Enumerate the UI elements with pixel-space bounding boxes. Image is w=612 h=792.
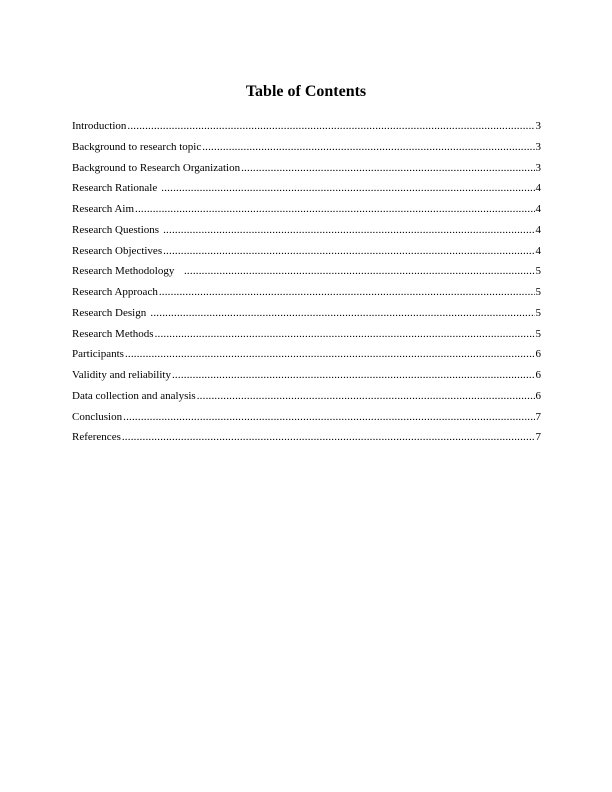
dot-leader <box>135 199 534 220</box>
dot-leader <box>163 241 534 262</box>
toc-entry-research-design[interactable] <box>72 303 541 324</box>
dot-leader <box>155 324 535 345</box>
toc-page-number: 3 <box>535 140 541 153</box>
toc-entry-label: Background to Research Organization <box>72 161 241 174</box>
toc-entry-label: Research Rationale <box>72 182 158 195</box>
toc-page-number: 3 <box>535 120 541 132</box>
dot-leader <box>127 116 534 137</box>
toc-entry-label: Research Design <box>72 306 147 319</box>
toc-entry-label: References <box>72 431 121 444</box>
toc-page-number: 6 <box>535 348 541 361</box>
toc-page-number: 7 <box>535 410 541 423</box>
dot-leader <box>125 344 535 365</box>
dot-leader <box>161 178 534 199</box>
toc-page-number: 6 <box>535 389 541 402</box>
toc-entry-conclusion[interactable] <box>72 407 541 428</box>
dot-leader <box>172 365 535 386</box>
toc-entry-label: Data collection and analysis <box>72 389 196 402</box>
toc-page-number: 5 <box>535 327 541 340</box>
toc-entry-label: Background to research topic <box>72 140 202 153</box>
toc-entry-label: Research Methodology <box>72 265 175 278</box>
toc-entry-label: Participants <box>72 348 124 361</box>
toc-page-number: 5 <box>535 265 541 278</box>
toc-entry-research-rationale[interactable] <box>72 178 541 199</box>
toc-entry-label: Research Questions <box>72 223 160 236</box>
page-title: Table of Contents <box>245 83 367 100</box>
toc-page-number: 4 <box>535 244 541 257</box>
toc-page-number: 7 <box>535 431 541 444</box>
toc-page-number: 4 <box>535 223 541 236</box>
dot-leader <box>184 261 535 282</box>
toc-entry-label: Research Aim <box>72 203 135 215</box>
toc-entry-research-methodology[interactable] <box>72 261 541 282</box>
dot-leader <box>241 158 534 179</box>
dot-leader <box>150 303 534 324</box>
toc-entry-label: Research Methods <box>72 327 154 340</box>
toc-entry-research-methods[interactable] <box>72 324 541 345</box>
toc-entry-participants[interactable] <box>72 344 541 365</box>
toc-page-number: 5 <box>535 306 541 319</box>
toc-entry-background-research-organization[interactable] <box>72 158 541 179</box>
toc-entry-validity-reliability[interactable] <box>72 365 541 386</box>
toc-entry-research-approach[interactable] <box>72 282 541 303</box>
toc-entry-label: Research Approach <box>72 286 158 298</box>
dot-leader <box>123 407 534 428</box>
toc-page-number: 6 <box>535 369 541 381</box>
dot-leader <box>202 137 534 158</box>
dot-leader <box>122 427 535 448</box>
toc-page-number: 4 <box>535 182 541 195</box>
toc-entry-background-research-topic[interactable] <box>72 137 541 158</box>
dot-leader <box>159 282 535 303</box>
toc-entry-introduction[interactable] <box>72 116 541 137</box>
toc-entry-label: Validity and reliability <box>72 369 171 381</box>
toc-entry-label: Conclusion <box>72 410 123 423</box>
toc-page-number: 3 <box>535 161 541 174</box>
dot-leader <box>197 386 535 407</box>
toc-page-number: 4 <box>535 203 541 215</box>
toc-entry-research-questions[interactable] <box>72 220 541 241</box>
table-of-contents <box>72 116 541 448</box>
toc-page-number: 5 <box>535 286 541 298</box>
dot-leader <box>163 220 534 241</box>
toc-entry-research-objectives[interactable] <box>72 241 541 262</box>
toc-entry-label: Research Objectives <box>72 244 163 257</box>
toc-entry-data-collection-analysis[interactable] <box>72 386 541 407</box>
toc-entry-research-aim[interactable] <box>72 199 541 220</box>
toc-entry-references[interactable] <box>72 427 541 448</box>
toc-entry-label: Introduction <box>72 120 127 132</box>
